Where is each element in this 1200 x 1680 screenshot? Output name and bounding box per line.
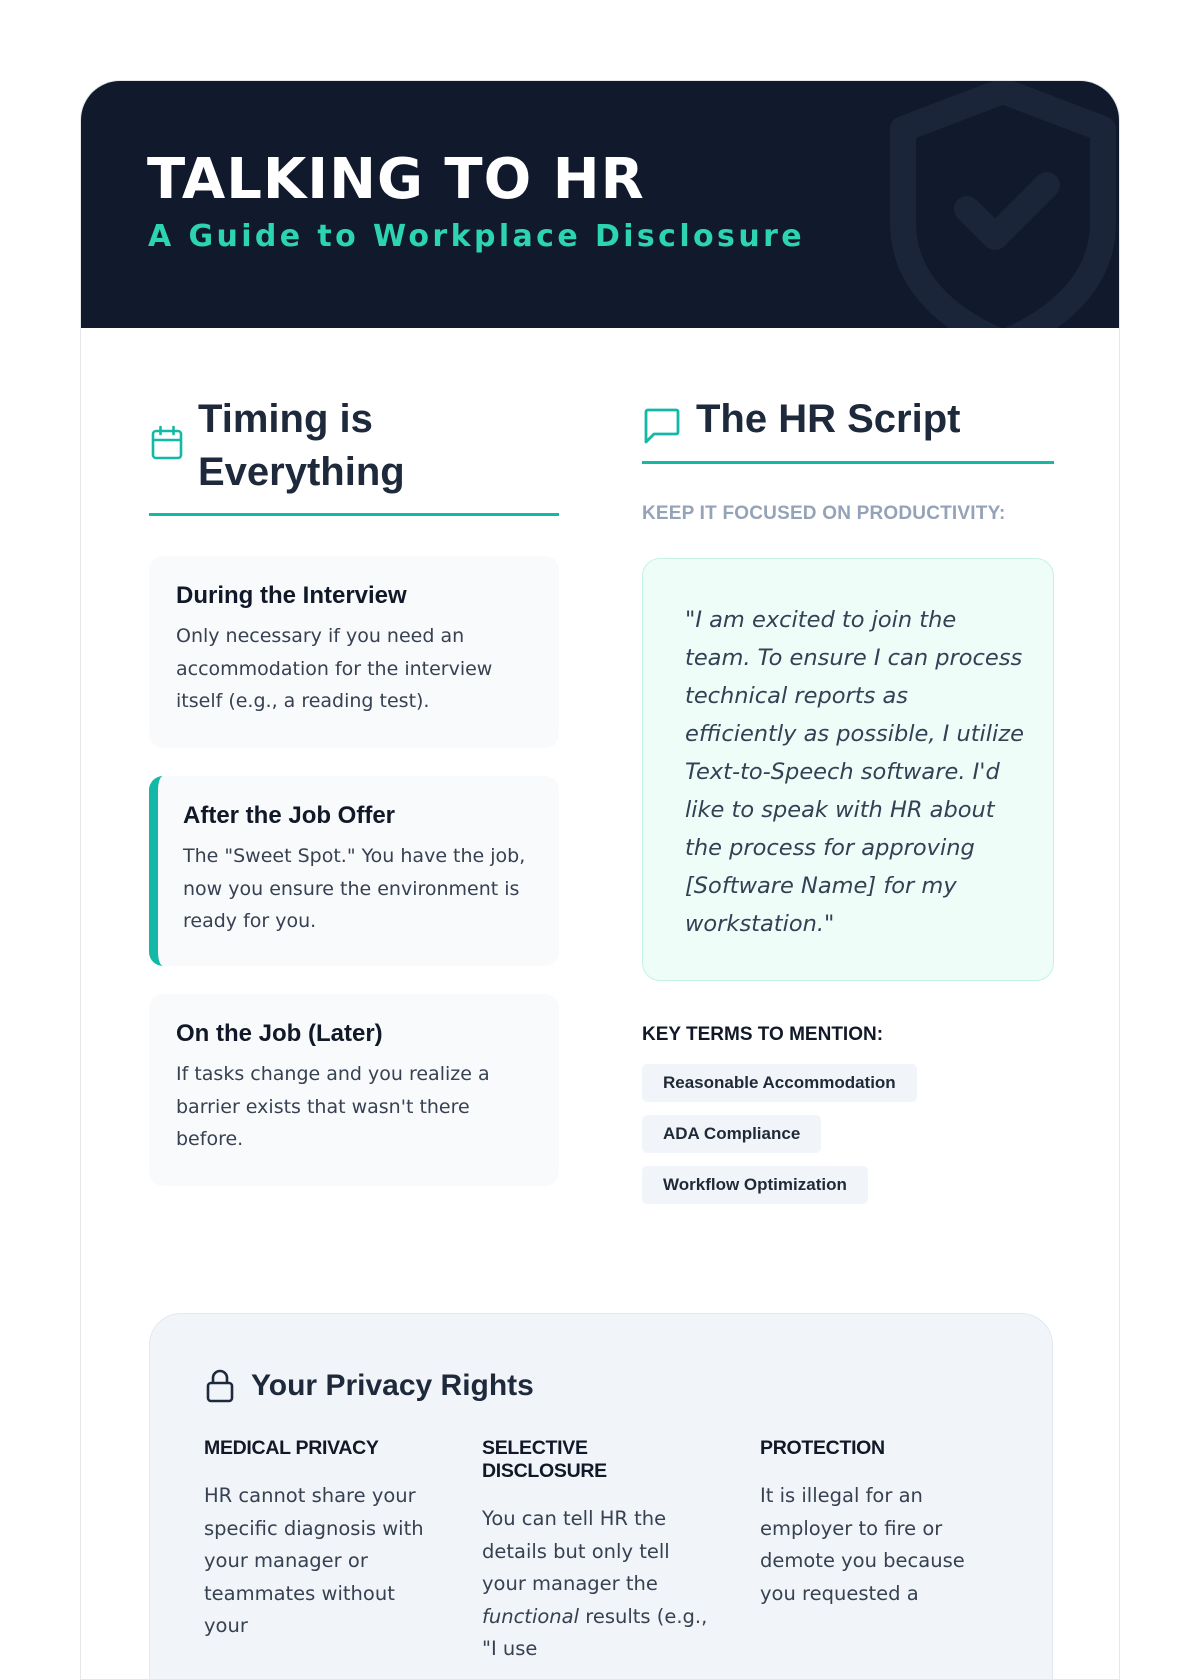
term-tag: Workflow Optimization <box>642 1166 868 1204</box>
privacy-col-text: It is illegal for an employer to fire or demote you because you requested a <box>760 1484 965 1605</box>
timing-card-text: Only necessary if you need an accommodation for the interview itself (e.g., a reading test). <box>176 625 493 712</box>
timing-card-title: On the Job (Later) <box>176 1020 383 1047</box>
timing-card-text: If tasks change and you realize a barrier exists that wasn't there before. <box>176 1063 490 1150</box>
privacy-heading: Your Privacy Rights <box>251 1369 534 1402</box>
privacy-col-title: MEDICAL PRIVACY <box>204 1437 379 1459</box>
key-terms-list <box>642 1064 1054 1204</box>
timing-header <box>149 393 559 516</box>
privacy-col-medical <box>204 1437 433 1666</box>
privacy-col-protection <box>760 1437 989 1666</box>
privacy-col-text <box>482 1503 711 1666</box>
privacy-columns <box>204 1437 989 1666</box>
hero-header <box>81 81 1119 328</box>
term-tag: Reasonable Accommodation <box>642 1064 917 1102</box>
timing-card-later <box>149 994 559 1186</box>
term-tag: ADA Compliance <box>642 1115 821 1153</box>
privacy-col-title: SELECTIVE DISCLOSURE <box>482 1437 607 1482</box>
page-title: TALKING TO HR <box>147 147 645 212</box>
script-heading: The HR Script <box>696 397 961 441</box>
script-header <box>642 393 1054 464</box>
text-segment: You can tell HR the details but only tell your manager the <box>482 1507 670 1595</box>
script-quote: "I am excited to join the team. To ensure I can process technical reports as efficiently as possible, I utilize Text-to-Speech software. I'd like to speak with HR about the process for approving [Software Name] for my workstation." <box>685 607 1024 937</box>
privacy-col-selective <box>482 1437 711 1666</box>
lock-icon <box>204 1369 236 1403</box>
privacy-col-text: HR cannot share your specific diagnosis with your manager or teammates without your <box>204 1484 424 1637</box>
focus-label: KEEP IT FOCUSED ON PRODUCTIVITY: <box>642 503 1006 524</box>
timing-card-interview <box>149 556 559 748</box>
timing-card-offer <box>149 776 559 966</box>
chat-bubble-icon <box>642 407 682 445</box>
text-emphasis: functional <box>482 1604 580 1628</box>
timing-section <box>149 393 559 1186</box>
privacy-section <box>149 1313 1053 1680</box>
timing-card-text: The "Sweet Spot." You have the job, now you ensure the environment is ready for you. <box>183 845 526 932</box>
privacy-col-title: PROTECTION <box>760 1437 885 1459</box>
timing-heading: Timing is Everything <box>198 397 405 494</box>
script-section <box>642 393 1054 1204</box>
terms-label: KEY TERMS TO MENTION: <box>642 1024 884 1045</box>
privacy-header <box>204 1369 534 1403</box>
timing-card-title: During the Interview <box>176 582 407 609</box>
calendar-icon <box>150 425 184 461</box>
text-segment: results (e.g., "I use <box>482 1604 708 1660</box>
guide-card <box>80 80 1120 1680</box>
shield-check-icon <box>885 81 1119 328</box>
page-subtitle: A Guide to Workplace Disclosure <box>148 219 806 254</box>
script-quote-box <box>642 558 1054 981</box>
timing-card-title: After the Job Offer <box>183 802 396 829</box>
